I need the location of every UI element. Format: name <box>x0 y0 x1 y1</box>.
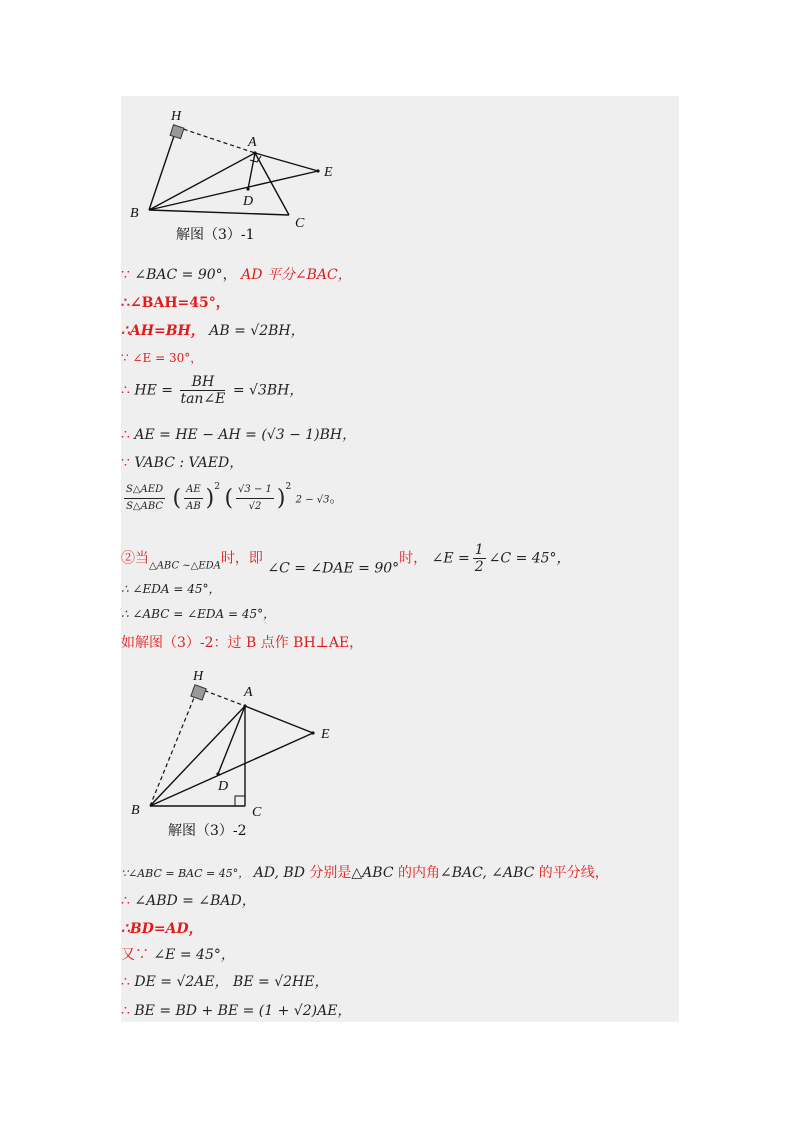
fig1-label-A: A <box>248 135 257 150</box>
line-10: ∴ ∠EDA = 45°， <box>121 582 221 596</box>
fig2-label-A: A <box>244 685 253 700</box>
figure-2 <box>121 666 351 839</box>
line-8: $\frac{\text{S△AED}}{\text{S△ABC}}$ ( $\frac{AE}{AB}$ )$^2$ ( $\frac{√3 - 1}{√2}$ )$^2$ 2 − √3。 <box>126 482 344 512</box>
fig2-label-B: B <box>131 803 140 816</box>
fig2-label-C: C <box>252 805 262 816</box>
figure-1-diagram <box>121 96 351 236</box>
document-page <box>121 96 679 1022</box>
line-17: ∴ DE = √2AE， BE = √2HE， <box>121 974 329 990</box>
line-7: ∵ VABC : VAED， <box>121 455 244 471</box>
line-3: ∴AH=BH， AB = √2BH， <box>121 323 305 339</box>
line-6: ∴ AE = HE − AH = (√3 − 1)BH， <box>121 427 357 443</box>
fig1-label-C: C <box>295 216 305 231</box>
fig2-label-H: H <box>193 669 204 684</box>
line-4: ∵ ∠E = 30°， <box>121 351 203 365</box>
figure-2-caption: 解图（3）-2 <box>168 823 247 839</box>
fig1-label-H: H <box>171 109 182 124</box>
line-12: 如解图（3）-2：过 B 点作 BH⊥AE， <box>121 635 364 651</box>
fig1-label-E: E <box>324 165 333 180</box>
figure-2-diagram <box>121 666 351 816</box>
line-9: ②当$_{\triangle ABC \sim\triangle EDA}$时，即 ∠C = ∠DAE = 90°时， ∠E = $\frac{1}{2}$ ∠C = 45°， <box>121 542 571 577</box>
line-14: ∴ ∠ABD = ∠BAD， <box>121 893 256 909</box>
line-15: ∴BD=AD， <box>121 921 203 937</box>
fig2-label-D: D <box>218 779 229 794</box>
figure-1-caption: 解图（3）-1 <box>176 227 255 243</box>
line-11: ∴ ∠ABC = ∠EDA = 45°， <box>121 607 276 621</box>
line-5: ∴ HE = $\frac{BH}{\tan\angle E}$ = √3BH， <box>121 374 304 407</box>
line-16: 又∵ ∠E = 45°， <box>121 947 235 963</box>
fig2-label-E: E <box>321 727 330 742</box>
line-1: ∵ ∠BAC = 90°， AD 平分∠BAC， <box>121 267 352 283</box>
figure-1 <box>121 96 351 243</box>
line-18: ∴ BE = BD + BE = (1 + √2)AE， <box>121 1003 352 1019</box>
line-13: ∵∠ABC = BAC = 45°， AD, BD 分别是△ABC 的内角∠BAC, ∠ABC 的平分线， <box>121 865 609 881</box>
fig1-label-D: D <box>243 194 254 209</box>
line-2: ∴∠BAH=45°， <box>121 295 230 311</box>
fig1-label-B: B <box>130 206 139 221</box>
